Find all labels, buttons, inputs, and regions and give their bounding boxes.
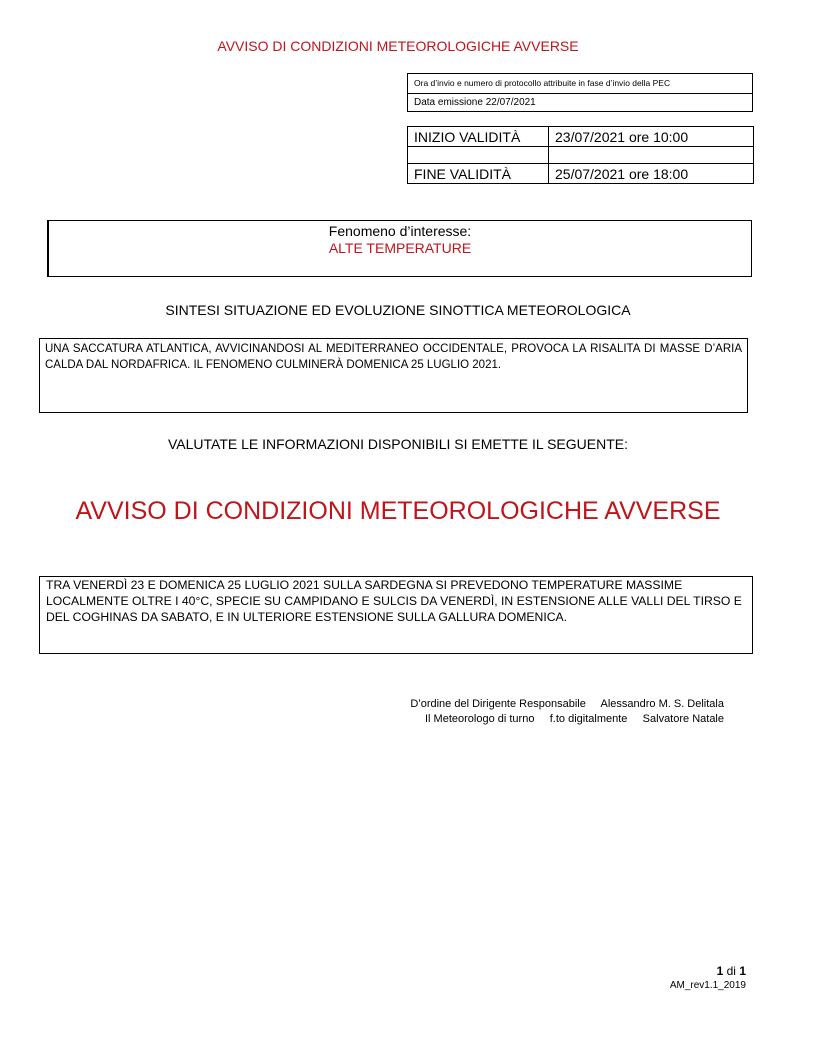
phenomenon-label: Fenomeno d’interesse:: [328, 223, 472, 239]
document-title: AVVISO DI CONDIZIONI METEOROLOGICHE AVVERSE: [217, 38, 579, 54]
warning-text: TRA VENERDÌ 23 E DOMENICA 25 LUGLIO 2021 SULLA SARDEGNA SI PREVEDONO TEMPERATURE MASSIME LOCALMENTE OLTRE I 40°C, SPECIE SU CAMPIDANO E SULCIS DA VENERDÌ, IN ESTENSIONE ALLE VALLI DEL TIRSO E DEL COGHINAS DA SABATO, E IN ULTERIORE ESTENSIONE SULLA GALLURA DOMENICA.: [46, 578, 742, 624]
issue-date: Data emissione 22/07/2021: [414, 97, 536, 108]
validity-end-value: 25/07/2021 ore 18:00: [549, 164, 754, 184]
page-current: 1: [716, 964, 724, 978]
synthesis-title: SINTESI SITUAZIONE ED EVOLUZIONE SINOTTICA METEOROLOGICA: [165, 302, 631, 318]
phenomenon-box: [47, 220, 752, 277]
pec-note: Ora d’invio e numero di protocollo attribuite in fase d’invio della PEC: [408, 74, 752, 94]
page-separator: di: [726, 964, 736, 978]
page-number: [717, 964, 746, 978]
validity-table: [407, 126, 754, 184]
validity-spacer-cell: [408, 147, 549, 164]
validity-start-label: INIZIO VALIDITÀ: [408, 127, 549, 147]
validity-start-value: 23/07/2021 ore 10:00: [549, 127, 754, 147]
pec-info-box: [407, 73, 753, 112]
warning-title: AVVISO DI CONDIZIONI METEOROLOGICHE AVVERSE: [75, 497, 721, 525]
page-total: 1: [739, 964, 746, 978]
phenomenon-value: ALTE TEMPERATURE: [328, 240, 472, 256]
warning-box: [39, 576, 753, 654]
revision-code: AM_rev1.1_2019: [669, 980, 746, 991]
validity-spacer-row: [408, 147, 754, 164]
validity-end-row: [408, 164, 754, 184]
signature-line-2: Il Meteorologo di turno f.to digitalmente Salvatore Natale: [425, 713, 724, 725]
validity-end-label: FINE VALIDITÀ: [408, 164, 549, 184]
synthesis-box: [39, 338, 748, 413]
validity-spacer-cell: [549, 147, 754, 164]
emission-statement: VALUTATE LE INFORMAZIONI DISPONIBILI SI EMETTE IL SEGUENTE:: [167, 436, 628, 452]
signature-line-1: D’ordine del Dirigente Responsabile Alessandro M. S. Delitala: [410, 698, 724, 710]
validity-start-row: [408, 127, 754, 147]
synthesis-text: UNA SACCATURA ATLANTICA, AVVICINANDOSI AL MEDITERRANEO OCCIDENTALE, PROVOCA LA RISALITA DI MASSE D’ARIA CALDA DAL NORDAFRICA. IL FENOMENO CULMINERÀ DOMENICA 25 LUGLIO 2021.: [45, 343, 742, 371]
